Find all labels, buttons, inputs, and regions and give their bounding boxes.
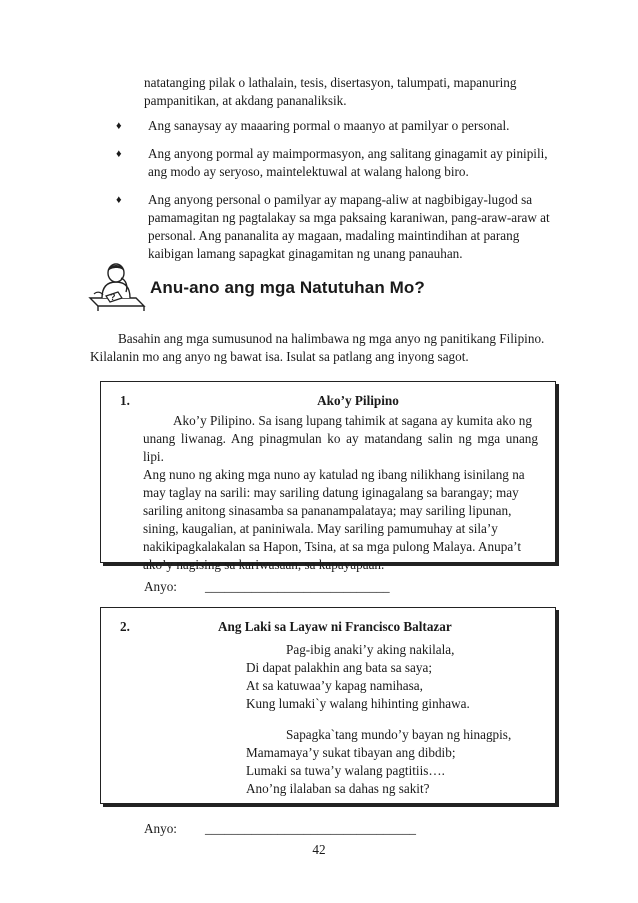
instruction-line: Basahin ang mga sumusunod na halimbawa ng mga anyo ng panitikang Filipino. [118,331,545,346]
page-number: 42 [312,842,326,857]
text-line: sining, kaugalian, at paniniwala. May sariling pamumuhay at sila’y [143,521,498,536]
text-line: personal. Ang pananalita ay magaan, madaling maintindihan at parang [148,228,520,243]
bullet-item [112,117,564,135]
bullet-item [112,191,564,263]
bullet-list [112,117,564,273]
answer-label: Anyo: [144,821,177,836]
text-line: Ang sanaysay ay maaaring pormal o maanyo at pamilyar o personal. [148,118,510,133]
section-title: Anu-ano ang mga Natutuhan Mo? [150,278,425,297]
text-line: may taglay na sarili: may sariling datung iginagalang sa barangay; may [143,485,519,500]
poem-line: Di dapat palakhin ang bata sa saya; [246,660,433,675]
poem-line: Mamamaya’y sukat tibayan ang dibdib; [246,745,456,760]
text-line: Ako’y Pilipino. Sa isang lupang tahimik at sagana ay kumita ako ng [173,413,532,428]
poem-line: Pag-ibig anaki’y aking nakilala, [286,642,455,657]
poem-line: Ano’ng ilalaban sa dahas ng sakit? [246,781,430,796]
continuation-text [144,74,564,110]
answer-label: Anyo: [144,579,177,594]
diamond-bullet-icon: ♦ [116,120,122,132]
item-title: Ako’y Pilipino [317,393,399,408]
exercise-box-1 [100,381,556,572]
stanza-gap [246,713,536,726]
instruction-line: Kilalanin mo ang anyo ng bawat isa. Isulat sa patlang ang inyong sagot. [90,349,469,364]
poem-line: Kung lumaki`y walang hihinting ginhawa. [246,696,470,711]
poem-line: Sapagka`tang mundo’y bayan ng hinagpis, [286,727,512,742]
svg-text:?: ? [110,292,116,302]
answer-blank[interactable]: ____________________________ [205,579,390,594]
prose-passage [143,412,538,574]
poem-line: At sa katuwaa’y kapag namihasa, [246,678,423,693]
instructions [90,330,564,366]
text-line: sariling anitong sinasamba sa pananampalataya; may sariling lipunan, [143,503,512,518]
text-line: ako’y nagising sa kariwasaan, sa kapayapaan. [143,557,385,572]
section-heading [88,254,558,316]
answer-line-1 [144,578,444,596]
answer-line-2 [144,820,444,838]
item-title: Ang Laki sa Layaw ni Francisco Baltazar [218,619,452,634]
text-line: kaibigan lamang sapagkat ginagamitan ng unang panauhan. [148,246,463,261]
text-line: Ang anyong pormal ay maimpormasyon, ang salitang ginagamit ay pinipili, [148,146,548,161]
poem [246,641,536,798]
student-thinking-icon [88,258,146,312]
poem-line: Lumaki sa tuwa’y walang pagtitiis…. [246,763,445,778]
text-line: Ang nuno ng aking mga nuno ay katulad ng ibang nilikhang isinilang na [143,467,525,482]
text-line: natatanging pilak o lathalain, tesis, disertasyon, talumpati, mapanuring [144,75,517,90]
diamond-bullet-icon: ♦ [116,194,122,206]
text-line: ang modo ay seryoso, maintelektuwal at walang halong biro. [148,164,469,179]
text-line: nakikipagkalakalan sa Hapon, Tsina, at sa mga pulong Malaya. Anupa’t [143,539,521,554]
text-line: pampanitikan, at akdang pananaliksik. [144,93,347,108]
item-number: 1. [120,393,130,408]
item-number: 2. [120,619,130,634]
text-line: unang liwanag. Ang pinagmulan ko ay matandang salin ng mga unang lipi. [143,431,538,464]
answer-blank[interactable]: ________________________________ [205,821,416,836]
diamond-bullet-icon: ♦ [116,148,122,160]
bullet-item [112,145,564,181]
text-line: pamamagitan ng pagtalakay sa mga paksaing karaniwan, pang-araw-araw at [148,210,550,225]
exercise-box-2 [100,607,556,804]
text-line: Ang anyong personal o pamilyar ay mapang-aliw at nagbibigay-lugod sa [148,192,533,207]
